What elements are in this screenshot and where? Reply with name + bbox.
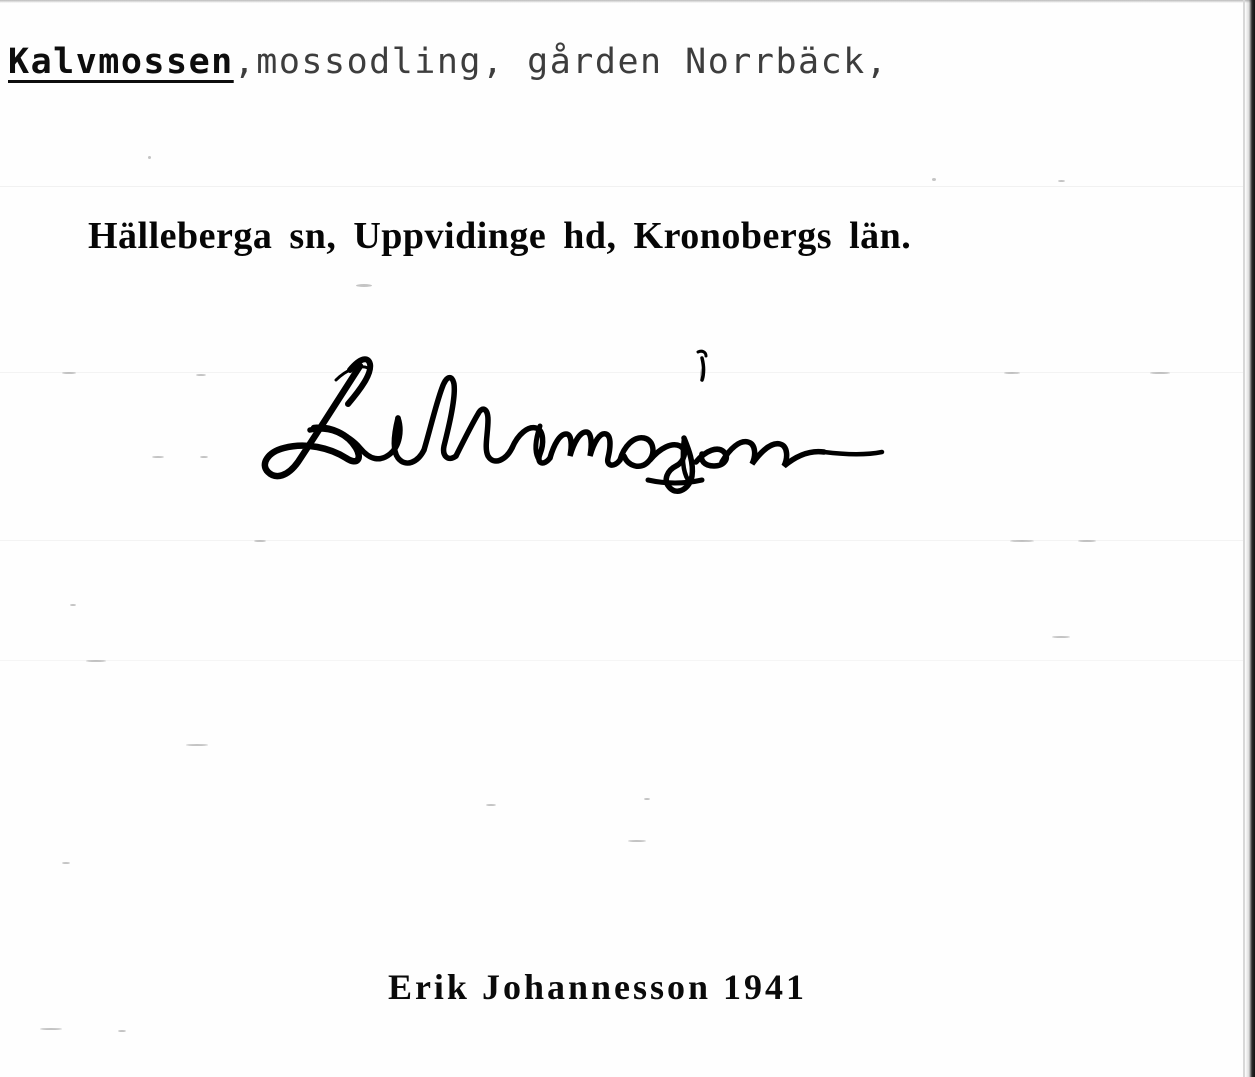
heading-place-name: Kalvmossen [8,42,234,82]
scan-band [0,186,1245,187]
card-heading [8,42,1188,82]
credit-line: Erik Johannesson 1941 [387,967,808,1007]
location-line: Hälleberga sn, Uppvidinge hd, Kronobergs län. [88,215,912,257]
handwritten-signature [210,330,970,520]
scan-band [0,540,1245,541]
signature-strokes [210,330,970,520]
scan-band [0,660,1245,661]
scan-edge-right [1245,0,1255,1077]
heading-rest: ,mossodling, gården Norrbäck, [233,42,889,82]
scan-edge-top [0,0,1255,3]
